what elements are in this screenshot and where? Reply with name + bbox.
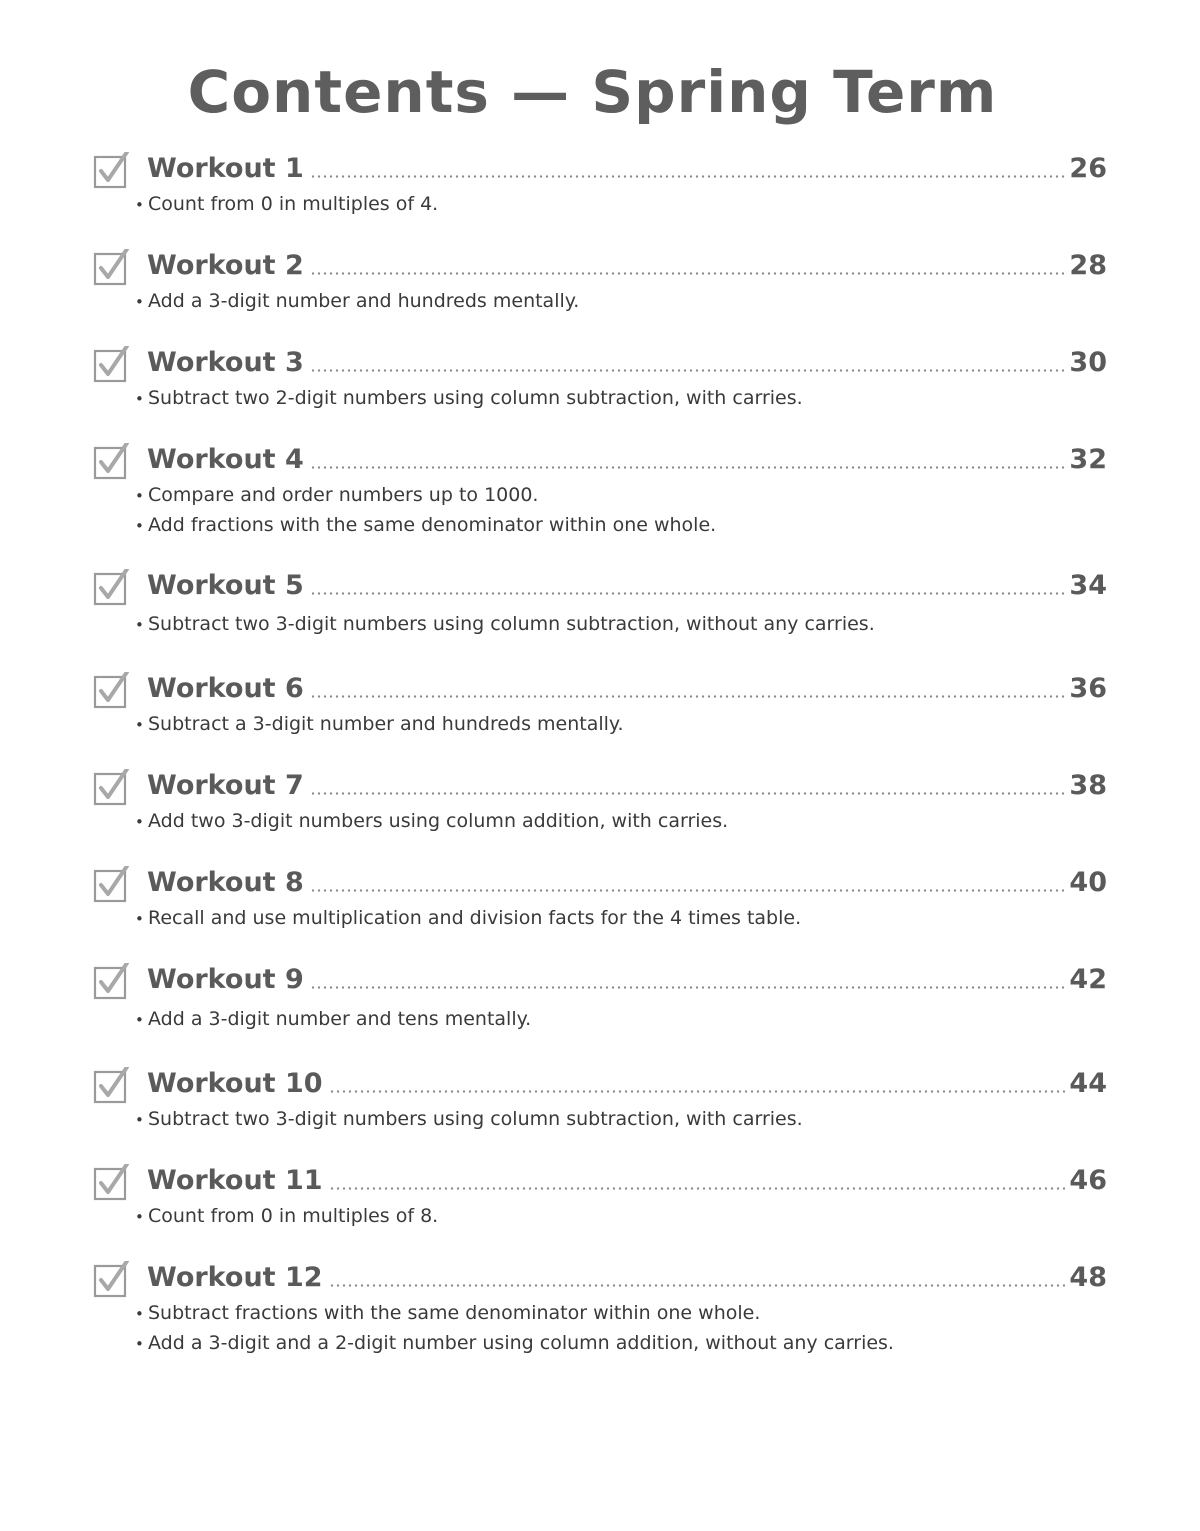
checkbox-3[interactable]: [93, 346, 131, 384]
dot-leader: [329, 1090, 1066, 1093]
checkbox-5[interactable]: [93, 569, 131, 607]
dot-leader: [310, 369, 1066, 372]
checkbox-6[interactable]: [93, 672, 131, 710]
entry-heading: [147, 152, 1107, 186]
page-number: 26: [1069, 153, 1107, 184]
page-number: 48: [1069, 1262, 1107, 1293]
page-title: Contents — Spring Term: [187, 58, 998, 126]
checkbox-11[interactable]: [93, 1164, 131, 1202]
checkmark-icon: [93, 769, 131, 807]
topic-item: • Add a 3-digit and a 2-digit number using column addition, without any carries.: [135, 1332, 894, 1354]
entry-heading: [147, 569, 1107, 603]
checkmark-icon: [93, 1261, 131, 1299]
topic-item: • Count from 0 in multiples of 4.: [135, 193, 439, 215]
topic-item: • Recall and use multiplication and division facts for the 4 times table.: [135, 907, 802, 929]
topic-item: • Add two 3-digit numbers using column addition, with carries.: [135, 810, 729, 832]
topic-item: • Subtract two 3-digit numbers using column subtraction, with carries.: [135, 1108, 803, 1130]
workout-label: Workout 1: [147, 153, 304, 184]
topic-list: [135, 1202, 438, 1232]
page-number: 28: [1069, 250, 1107, 281]
page-number: 36: [1069, 673, 1107, 704]
topic-list: [135, 1005, 531, 1035]
topic-list: [135, 190, 438, 220]
workout-label: Workout 3: [147, 347, 304, 378]
page-number: 34: [1069, 570, 1107, 601]
checkmark-icon: [93, 249, 131, 287]
checkmark-icon: [93, 1067, 131, 1105]
page-number: 30: [1069, 347, 1107, 378]
entry-heading: [147, 866, 1107, 900]
dot-leader: [329, 1187, 1066, 1190]
topic-item: • Subtract fractions with the same denominator within one whole.: [135, 1302, 761, 1324]
topic-list: [135, 481, 716, 541]
workout-label: Workout 7: [147, 770, 304, 801]
topic-list: [135, 610, 875, 640]
entry-heading: [147, 249, 1107, 283]
page-number: 38: [1069, 770, 1107, 801]
workout-label: Workout 9: [147, 964, 304, 995]
page-number: 42: [1069, 964, 1107, 995]
entry-heading: [147, 769, 1107, 803]
workout-label: Workout 4: [147, 444, 304, 475]
checkmark-icon: [93, 443, 131, 481]
entry-heading: [147, 963, 1107, 997]
topic-item: • Subtract two 3-digit numbers using column subtraction, without any carries.: [135, 613, 875, 635]
page-number: 46: [1069, 1165, 1107, 1196]
dot-leader: [310, 889, 1066, 892]
entry-heading: [147, 346, 1107, 380]
checkbox-9[interactable]: [93, 963, 131, 1001]
checkmark-icon: [93, 963, 131, 1001]
topic-list: [135, 807, 728, 837]
entry-heading: [147, 672, 1107, 706]
dot-leader: [310, 175, 1066, 178]
checkmark-icon: [93, 346, 131, 384]
checkmark-icon: [93, 1164, 131, 1202]
topic-item: • Add a 3-digit number and tens mentally.: [135, 1008, 532, 1030]
topic-item: • Add fractions with the same denominator within one whole.: [135, 514, 717, 536]
dot-leader: [310, 592, 1066, 595]
checkbox-4[interactable]: [93, 443, 131, 481]
checkmark-icon: [93, 569, 131, 607]
checkbox-7[interactable]: [93, 769, 131, 807]
page-number: 32: [1069, 444, 1107, 475]
workout-label: Workout 5: [147, 570, 304, 601]
checkbox-10[interactable]: [93, 1067, 131, 1105]
topic-list: [135, 710, 624, 740]
workout-label: Workout 12: [147, 1262, 323, 1293]
checkbox-12[interactable]: [93, 1261, 131, 1299]
topic-item: • Count from 0 in multiples of 8.: [135, 1205, 439, 1227]
topic-list: [135, 904, 801, 934]
workout-label: Workout 10: [147, 1068, 323, 1099]
topic-list: [135, 287, 579, 317]
topic-list: [135, 384, 803, 414]
dot-leader: [310, 466, 1066, 469]
page-number: 40: [1069, 867, 1107, 898]
entry-heading: [147, 1164, 1107, 1198]
topic-item: • Compare and order numbers up to 1000.: [135, 484, 539, 506]
topic-list: [135, 1105, 803, 1135]
workout-label: Workout 6: [147, 673, 304, 704]
page-number: 44: [1069, 1068, 1107, 1099]
entry-heading: [147, 1261, 1107, 1295]
workout-label: Workout 11: [147, 1165, 323, 1196]
workout-label: Workout 2: [147, 250, 304, 281]
checkbox-2[interactable]: [93, 249, 131, 287]
topic-item: • Subtract a 3-digit number and hundreds mentally.: [135, 713, 624, 735]
checkmark-icon: [93, 866, 131, 904]
checkmark-icon: [93, 152, 131, 190]
dot-leader: [310, 695, 1066, 698]
dot-leader: [329, 1284, 1066, 1287]
dot-leader: [310, 792, 1066, 795]
checkmark-icon: [93, 672, 131, 710]
checkbox-1[interactable]: [93, 152, 131, 190]
entry-heading: [147, 1067, 1107, 1101]
workout-label: Workout 8: [147, 867, 304, 898]
topic-item: • Add a 3-digit number and hundreds mentally.: [135, 290, 580, 312]
checkbox-8[interactable]: [93, 866, 131, 904]
topic-list: [135, 1299, 894, 1359]
topic-item: • Subtract two 2-digit numbers using column subtraction, with carries.: [135, 387, 803, 409]
entry-heading: [147, 443, 1107, 477]
dot-leader: [310, 986, 1066, 989]
dot-leader: [310, 272, 1066, 275]
